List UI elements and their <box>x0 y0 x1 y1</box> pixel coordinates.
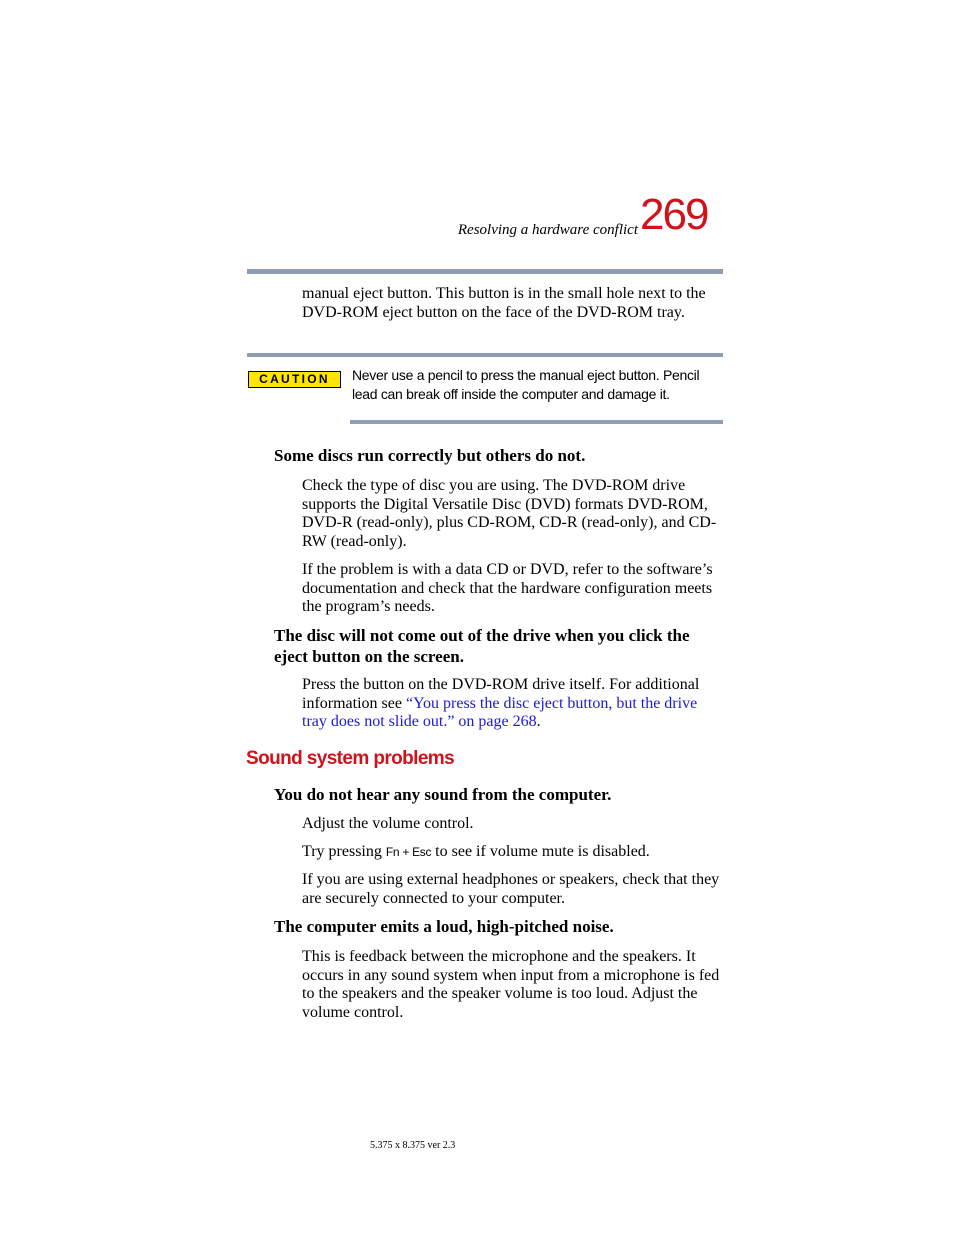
page-number: 269 <box>640 190 708 239</box>
problem-discs-paragraph-2: If the problem is with a data CD or DVD, refer to the software’s documentation and check that the hardware configuration meets the program’s needs. <box>302 561 713 616</box>
caution-badge: CAUTION <box>248 371 341 388</box>
problem-heading-noise: The computer emits a loud, high-pitched noise. <box>274 917 614 936</box>
problem-heading-eject: The disc will not come out of the drive when you click the eject button on the screen. <box>274 626 690 666</box>
no-sound-text-start: Try pressing <box>302 843 386 860</box>
problem-discs-paragraph-1: Check the type of disc you are using. The DVD-ROM drive supports the Digital Versatile Disc (DVD) formats DVD-ROM, DVD-R (read-only), plus CD-ROM, CD-R (read-only), and CD-RW (read-only). <box>302 477 717 551</box>
no-sound-text-end: to see if volume mute is disabled. <box>431 843 650 860</box>
no-sound-paragraph-3: If you are using external headphones or speakers, check that they are securely connected to your computer. <box>302 871 720 907</box>
esc-key-label: Esc <box>412 845 432 859</box>
problem-eject-text: Press the button on the DVD-ROM drive itself. For additional information see <box>302 676 700 712</box>
problem-heading-discs: Some discs run correctly but others do not. <box>274 446 586 465</box>
noise-paragraph: This is feedback between the microphone and the speakers. It occurs in any sound system when input from a microphone is fed to the speakers and the speaker volume is too loud. Adjust the volume control. <box>302 948 720 1022</box>
caution-text: Never use a pencil to press the manual eject button. Pencil lead can break off inside the computer and damage it. <box>352 367 700 402</box>
running-header-title: Resolving a hardware conflict <box>457 222 638 238</box>
fn-key-label: Fn <box>385 845 400 859</box>
cross-reference-link[interactable]: “You press the disc eject button, but the drive tray does not slide out.” on page 268 <box>302 694 698 731</box>
key-separator: + <box>399 845 413 859</box>
problem-heading-no-sound: You do not hear any sound from the computer. <box>274 785 612 804</box>
footer-version: 5.375 x 8.375 ver 2.3 <box>370 1140 456 1151</box>
problem-eject-paragraph <box>302 676 722 732</box>
no-sound-paragraph-2 <box>302 843 722 862</box>
intro-paragraph: manual eject button. This button is in the small hole next to the DVD-ROM eject button on the face of the DVD-ROM tray. <box>302 285 706 321</box>
section-heading-sound: Sound system problems <box>246 748 455 769</box>
top-rule <box>247 269 723 274</box>
problem-eject-text-end: . <box>536 713 541 731</box>
caution-top-rule <box>247 353 723 357</box>
no-sound-paragraph-1: Adjust the volume control. <box>302 815 474 832</box>
caution-bottom-rule <box>350 420 723 424</box>
